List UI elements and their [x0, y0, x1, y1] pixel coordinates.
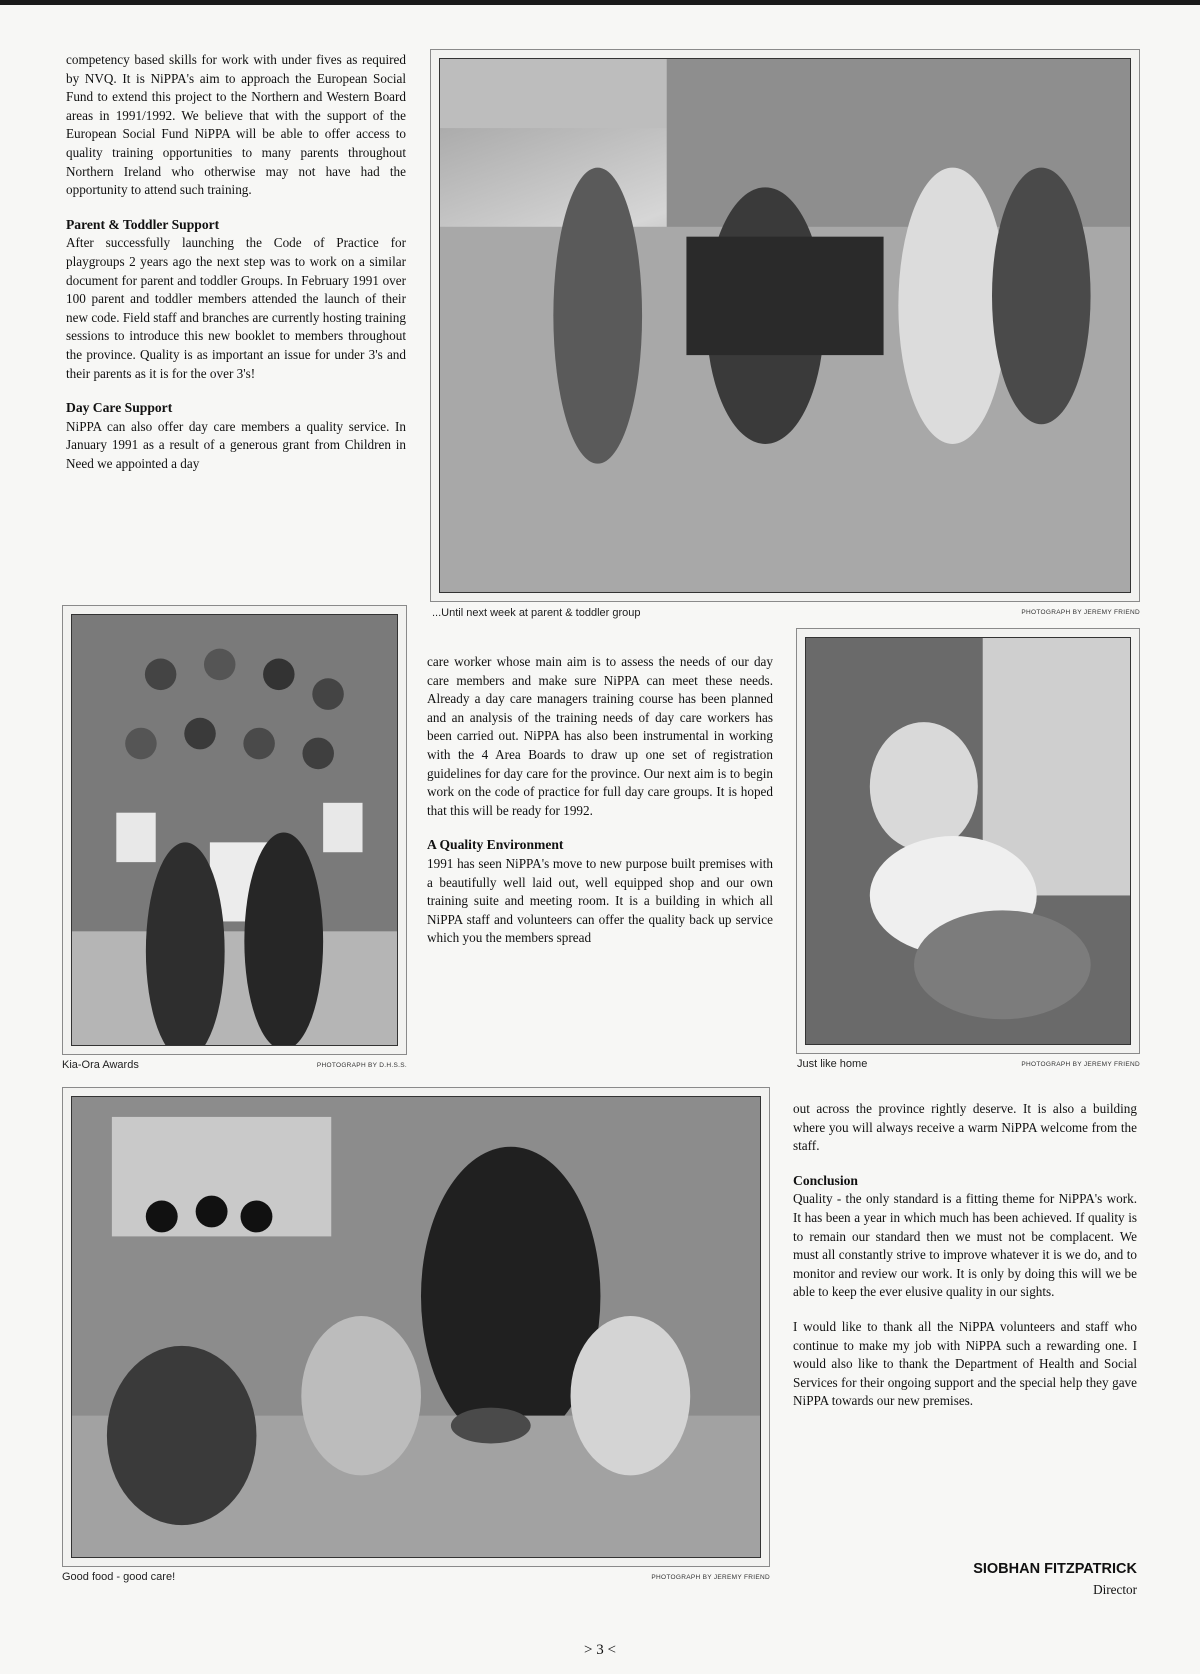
heading-quality-environment: A Quality Environment [427, 837, 564, 853]
column-middle [427, 653, 773, 948]
parent-toddler-paragraph: After successfully launching the Code of Practice for playgroups 2 years ago the next step was to work on a similar document for parent and toddler Groups. In February 1991 over 100 parent and toddler members attended the launch of their new code. Field staff and branches are currently hosting training sessions to introduce this new booklet to members throughout the province. Quality is as important an issue for under 3's and their parents as it is for the over 3's! [66, 235, 406, 381]
photo-good-food [62, 1087, 770, 1567]
caption-parent-toddler: ...Until next week at parent & toddler group [432, 607, 641, 619]
caption-baby: Just like home [797, 1058, 868, 1070]
page-number: > 3 < [584, 1642, 616, 1658]
credit-baby: PHOTOGRAPH BY JEREMY FRIEND [1021, 1061, 1140, 1068]
caption-kia-ora: Kia-Ora Awards [62, 1059, 139, 1071]
photo-parent-toddler [430, 49, 1140, 602]
conclusion-paragraph: Quality - the only standard is a fitting theme for NiPPA's work. It has been a year in which much has been achieved. If quality is to remain our standard then we must not be complacent. We must all constantly strive to improve whatever it is we do, and to monitor and review our work. It is only by doing this will we be able to keep the ever elusive quality in our sights. [793, 1191, 1137, 1300]
top-rule [0, 0, 1200, 5]
signature-role: Director [1093, 1582, 1137, 1597]
quality-environment-paragraph: 1991 has seen NiPPA's move to new purpose built premises with a beautifully well laid out, well equipped shop and our own training suite and meeting room. It is a building in which all NiPPA staff and volunteers can offer the quality back up service which you the members spread [427, 855, 773, 946]
photo-good-food-image [71, 1096, 761, 1558]
heading-parent-toddler: Parent & Toddler Support [66, 216, 220, 232]
heading-conclusion: Conclusion [793, 1172, 858, 1188]
caption-good-food: Good food - good care! [62, 1571, 176, 1583]
column-left [66, 51, 406, 473]
thanks-paragraph: I would like to thank all the NiPPA volunteers and staff who continue to make my job with NiPPA such a rewarding one. I would also like to thank the Department of Health and Social Services for their ongoing support and the special help they gave NiPPA towards our new premises. [793, 1318, 1137, 1409]
premises-continued-paragraph: out across the province rightly deserve. It is also a building where you will always receive a warm NiPPA welcome from the staff. [793, 1101, 1137, 1154]
intro-paragraph: competency based skills for work with under fives as required by NVQ. It is NiPPA's aim to approach the European Social Fund to extend this project to the Northern and Western Board areas in 1991/1992. We believe that with the support of the European Social Fund NiPPA will be able to offer access to quality training opportunities to many parents throughout Northern Ireland who otherwise may not have had the opportunity to attend such training. [66, 52, 406, 198]
column-right [793, 1100, 1137, 1411]
heading-day-care: Day Care Support [66, 400, 173, 416]
photo-kia-ora-awards [62, 605, 407, 1055]
photo-baby-image [805, 637, 1131, 1045]
day-care-continued-paragraph: care worker whose main aim is to assess the needs of our day care members and make sure NiPPA can meet these needs. Already a day care managers training course has been planned and an analysis of the training needs of day care workers has been carried out. NiPPA has also been instrumental in working with the 4 Area Boards to draw up one set of registration guidelines for day care for the province. Our next aim is to begin work on the code of practice for full day care groups. It is hoped that this will be ready for 1992. [427, 654, 773, 818]
photo-kia-ora-image [71, 614, 398, 1046]
photo-parent-toddler-image [439, 58, 1131, 593]
credit-parent-toddler: PHOTOGRAPH BY JEREMY FRIEND [1021, 609, 1140, 616]
credit-kia-ora: PHOTOGRAPH BY D.H.S.S. [316, 1062, 407, 1069]
photo-just-like-home [796, 628, 1140, 1054]
day-care-paragraph: NiPPA can also offer day care members a quality service. In January 1991 as a result of a generous grant from Children in Need we appointed a day [66, 418, 406, 471]
credit-good-food: PHOTOGRAPH BY JEREMY FRIEND [651, 1574, 770, 1581]
signature-name: SIOBHAN FITZPATRICK [973, 1561, 1137, 1577]
